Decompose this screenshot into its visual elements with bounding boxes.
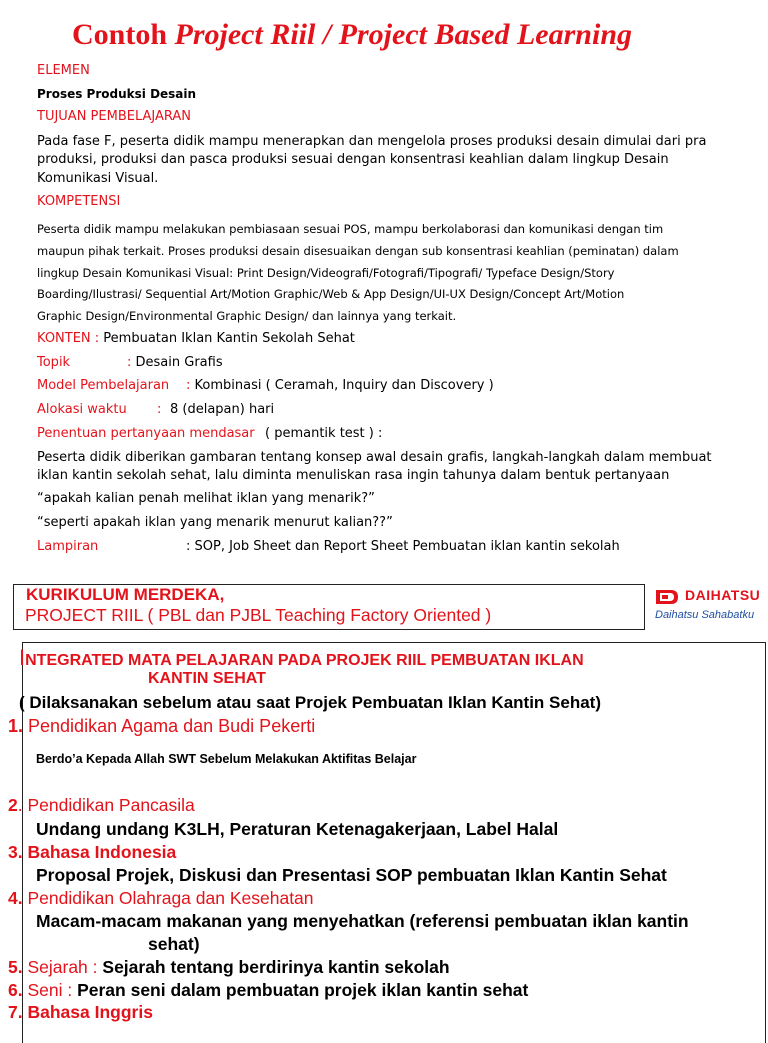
subject-desc: Proposal Projek, Diskusi dan Presentasi SOP pembuatan Iklan Kantin Sehat <box>36 865 667 885</box>
logo-tagline: Daihatsu Sahabatku <box>655 609 755 621</box>
konten-row <box>37 331 355 346</box>
kompetensi-line: Graphic Design/Environmental Graphic Design/ dan lainnya yang terkait. <box>37 309 457 323</box>
subject-desc: Macam-macam makanan yang menyehatkan (referensi pembuatan iklan kantin <box>36 911 689 931</box>
kompetensi-line: maupun pihak terkait. Proses produksi desain disesuaikan dengan sub konsentrasi keahlian (peminatan) dalam <box>37 244 679 258</box>
integrated-heading <box>19 645 584 671</box>
question: “apakah kalian penah melihat iklan yang menarik?” <box>37 491 375 506</box>
topik-label: Topik <box>37 355 71 370</box>
subject-desc: Undang undang K3LH, Peraturan Ketenagakerjaan, Label Halal <box>36 819 559 839</box>
penentuan-value: ( pemantik test ) : <box>265 426 383 441</box>
integrated-initial: I <box>19 645 26 670</box>
lampiran-label: Lampiran <box>37 539 99 554</box>
integrated-heading-line2: KANTIN SEHAT <box>148 670 266 687</box>
model-value: Kombinasi ( Ceramah, Inquiry dan Discovery ) <box>190 378 494 393</box>
subject-title: 2. Pendidikan Pancasila <box>8 795 195 815</box>
subject-desc-continued: sehat) <box>148 934 200 954</box>
model-label: Model Pembelajaran <box>37 378 170 393</box>
alokasi-label: Alokasi waktu <box>37 402 127 417</box>
topik-row <box>127 355 223 370</box>
tujuan-label: TUJUAN PEMBELAJARAN <box>37 109 192 124</box>
subject-desc: Berdo’a Kepada Allah SWT Sebelum Melakukan Aktifitas Belajar <box>36 752 417 766</box>
tujuan-line: Pada fase F, peserta didik mampu menerapkan dan mengelola proses produksi desain dimulai dari pra <box>37 134 707 149</box>
tujuan-line: Komunikasi Visual. <box>37 171 159 186</box>
kompetensi-line: Boarding/Ilustrasi/ Sequential Art/Motion Graphic/Web & App Design/UI-UX Design/Concept Art/Motion <box>37 287 625 301</box>
kompetensi-label: KOMPETENSI <box>37 194 121 209</box>
logo-brand: DAIHATSU <box>685 587 761 603</box>
subject-row: 6. Seni : Peran seni dalam pembuatan projek iklan kantin sehat <box>8 980 529 1000</box>
elemen-value: Proses Produksi Desain <box>37 87 197 101</box>
alokasi-value: 8 (delapan) hari <box>170 402 275 417</box>
topik-value: Desain Grafis <box>131 355 223 370</box>
integrated-heading-rest: NTEGRATED MATA PELAJARAN PADA PROJEK RIIL PEMBUATAN IKLAN <box>25 652 584 669</box>
kompetensi-line: lingkup Desain Komunikasi Visual: Print Design/Videografi/Fotografi/Tipografi/ Typeface Design/Story <box>37 266 615 280</box>
subject-title: 1. Pendidikan Agama dan Budi Pekerti <box>8 716 316 736</box>
subject-title: 7. Bahasa Inggris <box>8 1002 153 1022</box>
elemen-label: ELEMEN <box>37 63 90 78</box>
alokasi-colon: : <box>157 402 162 417</box>
question: “seperti apakah iklan yang menarik menurut kalian??” <box>37 515 393 530</box>
konten-label: KONTEN : <box>37 331 104 346</box>
penentuan-line: iklan kantin sekolah sehat, lalu diminta menuliskan rasa ingin tahunya dalam bentuk pertanyaan <box>37 468 670 483</box>
model-row <box>186 378 494 393</box>
penentuan-label: Penentuan pertanyaan mendasar <box>37 426 255 441</box>
kompetensi-line: Peserta didik mampu melakukan pembiasaan sesuai POS, mampu berkolaborasi dan komunikasi dengan tim <box>37 222 664 236</box>
konten-value: Pembuatan Iklan Kantin Sekolah Sehat <box>103 331 355 346</box>
subject-title: 3. Bahasa Indonesia <box>8 842 177 862</box>
subject-title: 4. Pendidikan Olahraga dan Kesehatan <box>8 888 314 908</box>
lampiran-value: : SOP, Job Sheet dan Report Sheet Pembuatan iklan kantin sekolah <box>186 539 620 554</box>
model-colon: : <box>186 378 191 393</box>
daihatsu-logo <box>651 583 768 629</box>
integrated-subtitle: ( Dilaksanakan sebelum atau saat Projek Pembuatan Iklan Kantin Sehat) <box>19 693 601 712</box>
page-title: Contoh Project Riil / Project Based Learning <box>72 18 633 51</box>
penentuan-line: Peserta didik diberikan gambaran tentang konsep awal desain grafis, langkah-langkah dalam membuat <box>37 450 712 465</box>
kurikulum-heading: KURIKULUM MERDEKA, <box>26 585 225 604</box>
topik-colon: : <box>127 355 132 370</box>
subject-row: 5. Sejarah : Sejarah tentang berdirinya kantin sekolah <box>8 957 450 977</box>
tujuan-line: produksi, produksi dan pasca produksi sesuai dengan konsentrasi keahlian dalam lingkup Desain <box>37 152 669 167</box>
kurikulum-subheading: PROJECT RIIL ( PBL dan PJBL Teaching Factory Oriented ) <box>25 605 492 625</box>
